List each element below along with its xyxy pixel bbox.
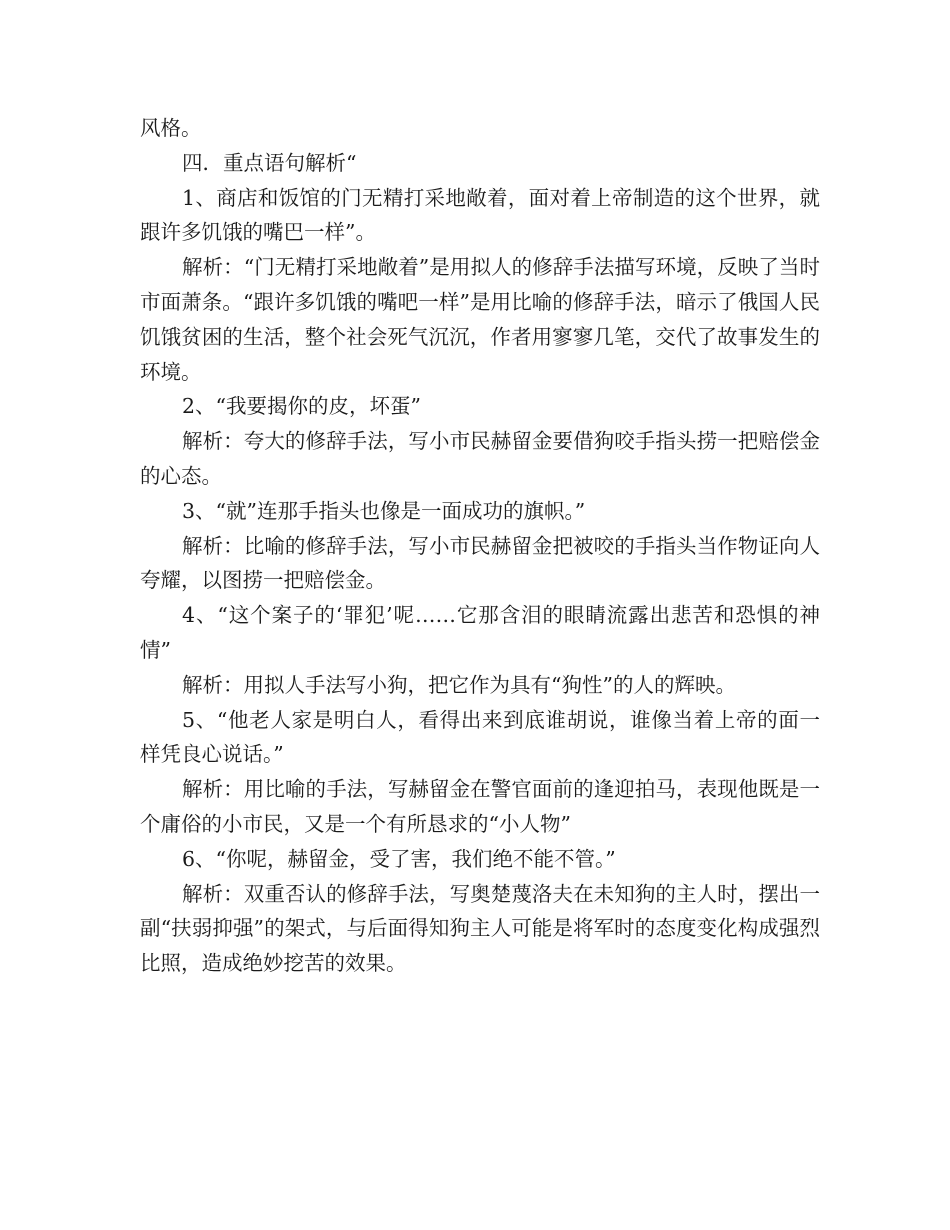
document-body <box>140 111 820 981</box>
quote-item-5: 5、“他老人家是明白人，看得出来到底谁胡说，谁像当着上帝的面一样凭良心说话。” <box>140 707 820 767</box>
analysis-5: 解析：用比喻的手法，写赫留金在警官面前的逢迎拍马，表现他既是一个庸俗的小市民，又是一个有所恳求的“小人物” <box>140 777 820 836</box>
analysis-3: 解析：比喻的修辞手法，写小市民赫留金把被咬的手指头当作物证向人夸耀，以图捞一把赔偿金。 <box>140 533 820 593</box>
analysis-6: 解析：双重否认的修辞手法，写奥楚蔑洛夫在未知狗的主人时，摆出一副“扶弱抑强”的架式，与后面得知狗主人可能是将军时的态度变化构成强烈比照，造成绝妙挖苦的效果。 <box>140 881 820 976</box>
quote-item-4: 4、“这个案子的‘罪犯’呢……它那含泪的眼睛流露出悲苦和恐惧的神情” <box>140 603 820 662</box>
analysis-2: 解析：夸大的修辞手法，写小市民赫留金要借狗咬手指头捞一把赔偿金的心态。 <box>140 429 820 488</box>
quote-item-3: 3、“就”连那手指头也像是一面成功的旗帜。” <box>182 498 586 523</box>
quote-item-1: 1、商店和饭馆的门无精打采地敞着，面对着上帝制造的这个世界，就跟许多饥饿的嘴巴一样”。 <box>140 185 820 245</box>
section-heading: 四．重点语句解析“ <box>182 150 357 175</box>
quote-item-2: 2、“我要揭你的皮，坏蛋” <box>182 394 422 419</box>
analysis-1: 解析：“门无精打采地敞着”是用拟人的修辞手法描写环境，反映了当时市面萧条。“跟许多饥饿的嘴吧一样”是用比喻的修辞手法，暗示了俄国人民饥饿贫困的生活，整个社会死气沉沉，作者用寥寥几笔，交代了故事发生的环境。 <box>140 255 820 384</box>
quote-item-6: 6、“你呢，赫留金，受了害，我们绝不能不管。” <box>182 846 616 871</box>
paragraph-continuation: 风格。 <box>140 116 202 140</box>
analysis-4: 解析：用拟人手法写小狗，把它作为具有“狗性”的人的辉映。 <box>182 672 736 697</box>
